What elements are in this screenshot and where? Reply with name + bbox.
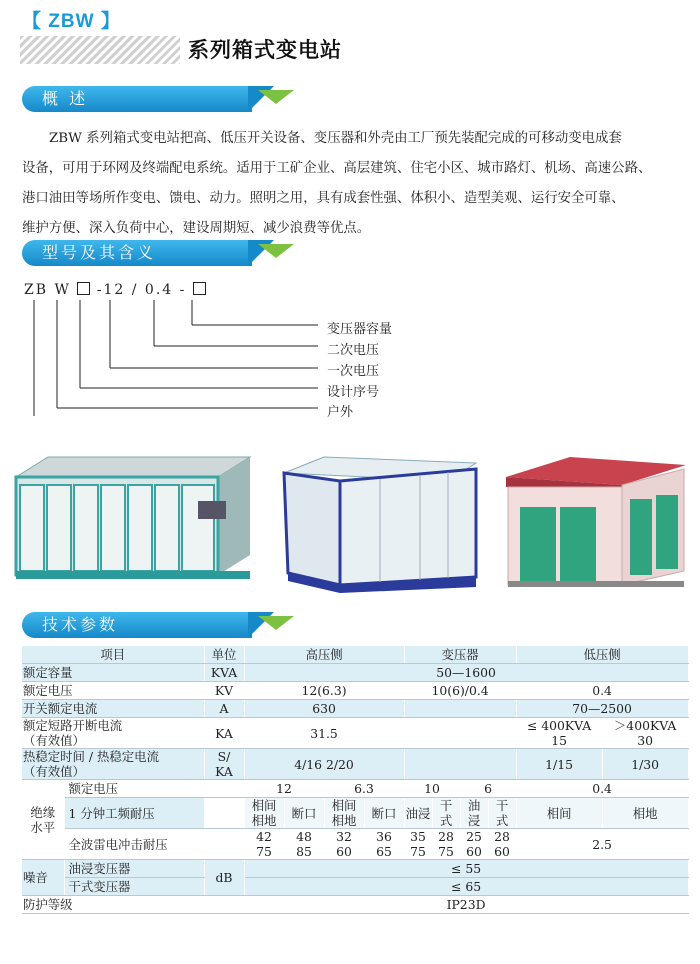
table-row: 绝缘 水平 额定电压 12 6.3 10 6 0.4 [22,780,688,798]
overview-line: ZBW 系列箱式变电站把高、低压开关设备、变压器和外壳由工厂预先装配完成的可移动变电成套 [49,131,622,146]
overview-line: 设备，可用于环网及终端配电系统。适用于工矿企业、高层建筑、住宅小区、城市路灯、机场、高速公路、 [22,161,652,176]
table-row: 噪音 油浸变压器 dB ≤ 55 [22,860,688,878]
table-row: 防护等级 IP23D [22,896,688,914]
table-row: 全波雷电冲击耐压 42 75 48 85 32 60 36 65 35 75 28 75 25 60 28 60 2.5 [22,829,688,860]
placeholder-box [77,282,90,295]
substation-image-red [500,455,690,590]
section-overview-header [22,86,282,112]
model-meaning-label: 二次电压 [327,343,380,358]
table-row: 额定短路开断电流 （有效值） KA 31.5 ≤ 400KVA 15 ＞400KVA 30 [22,718,688,749]
model-meaning-label: 变压器容量 [327,322,393,337]
chevron-down-icon [258,244,294,258]
chevron-down-icon [258,616,294,630]
table-row: 额定容量 KVA 50—1600 [22,664,688,682]
spec-table [22,646,689,914]
model-meaning-label: 一次电压 [327,364,380,379]
table-row: 热稳定时间 / 热稳定电流 （有效值） S/ KA 4/16 2/20 1/15 1/30 [22,749,688,780]
model-meaning-label: 设计序号 [327,385,380,400]
section-params-header [22,612,282,638]
table-row: 干式变压器 ≤ 65 [22,878,688,896]
overview-line: 港口油田等场所作变电、馈电、动力。照明之用，具有成套性强、体积小、造型美观、运行安全可靠、 [22,191,625,206]
hatch-decoration [20,36,180,64]
section-title: 型号及其含义 [22,240,252,266]
overview-paragraph [22,124,678,244]
placeholder-box [193,282,206,295]
substation-image-blue [280,455,480,593]
table-header-row: 项目 单位 高压侧 变压器 低压侧 [22,646,688,664]
brand-label: 【 ZBW 】 [22,11,121,32]
chevron-down-icon [258,90,294,104]
model-code: ZB W -12 / 0.4 - [24,282,206,298]
section-model-header [22,240,282,266]
section-title: 概 述 [22,86,252,112]
substation-image-teal [14,455,254,585]
overview-line: 维护方便、深入负荷中心，建设周期短、减少浪费等优点。 [22,221,371,236]
section-title: 技术参数 [22,612,252,638]
table-row: 额定电压 KV 12(6.3) 10(6)/0.4 0.4 [22,682,688,700]
table-row: 1 分钟工频耐压 相间 相地 断口 相间 相地 断口 油浸 干 式 油 浸 干 式 相间 相地 [22,798,688,829]
model-meaning-label: 户外 [327,405,354,420]
page-title: 系列箱式变电站 [188,38,342,62]
table-row: 开关额定电流 A 630 70—2500 [22,700,688,718]
